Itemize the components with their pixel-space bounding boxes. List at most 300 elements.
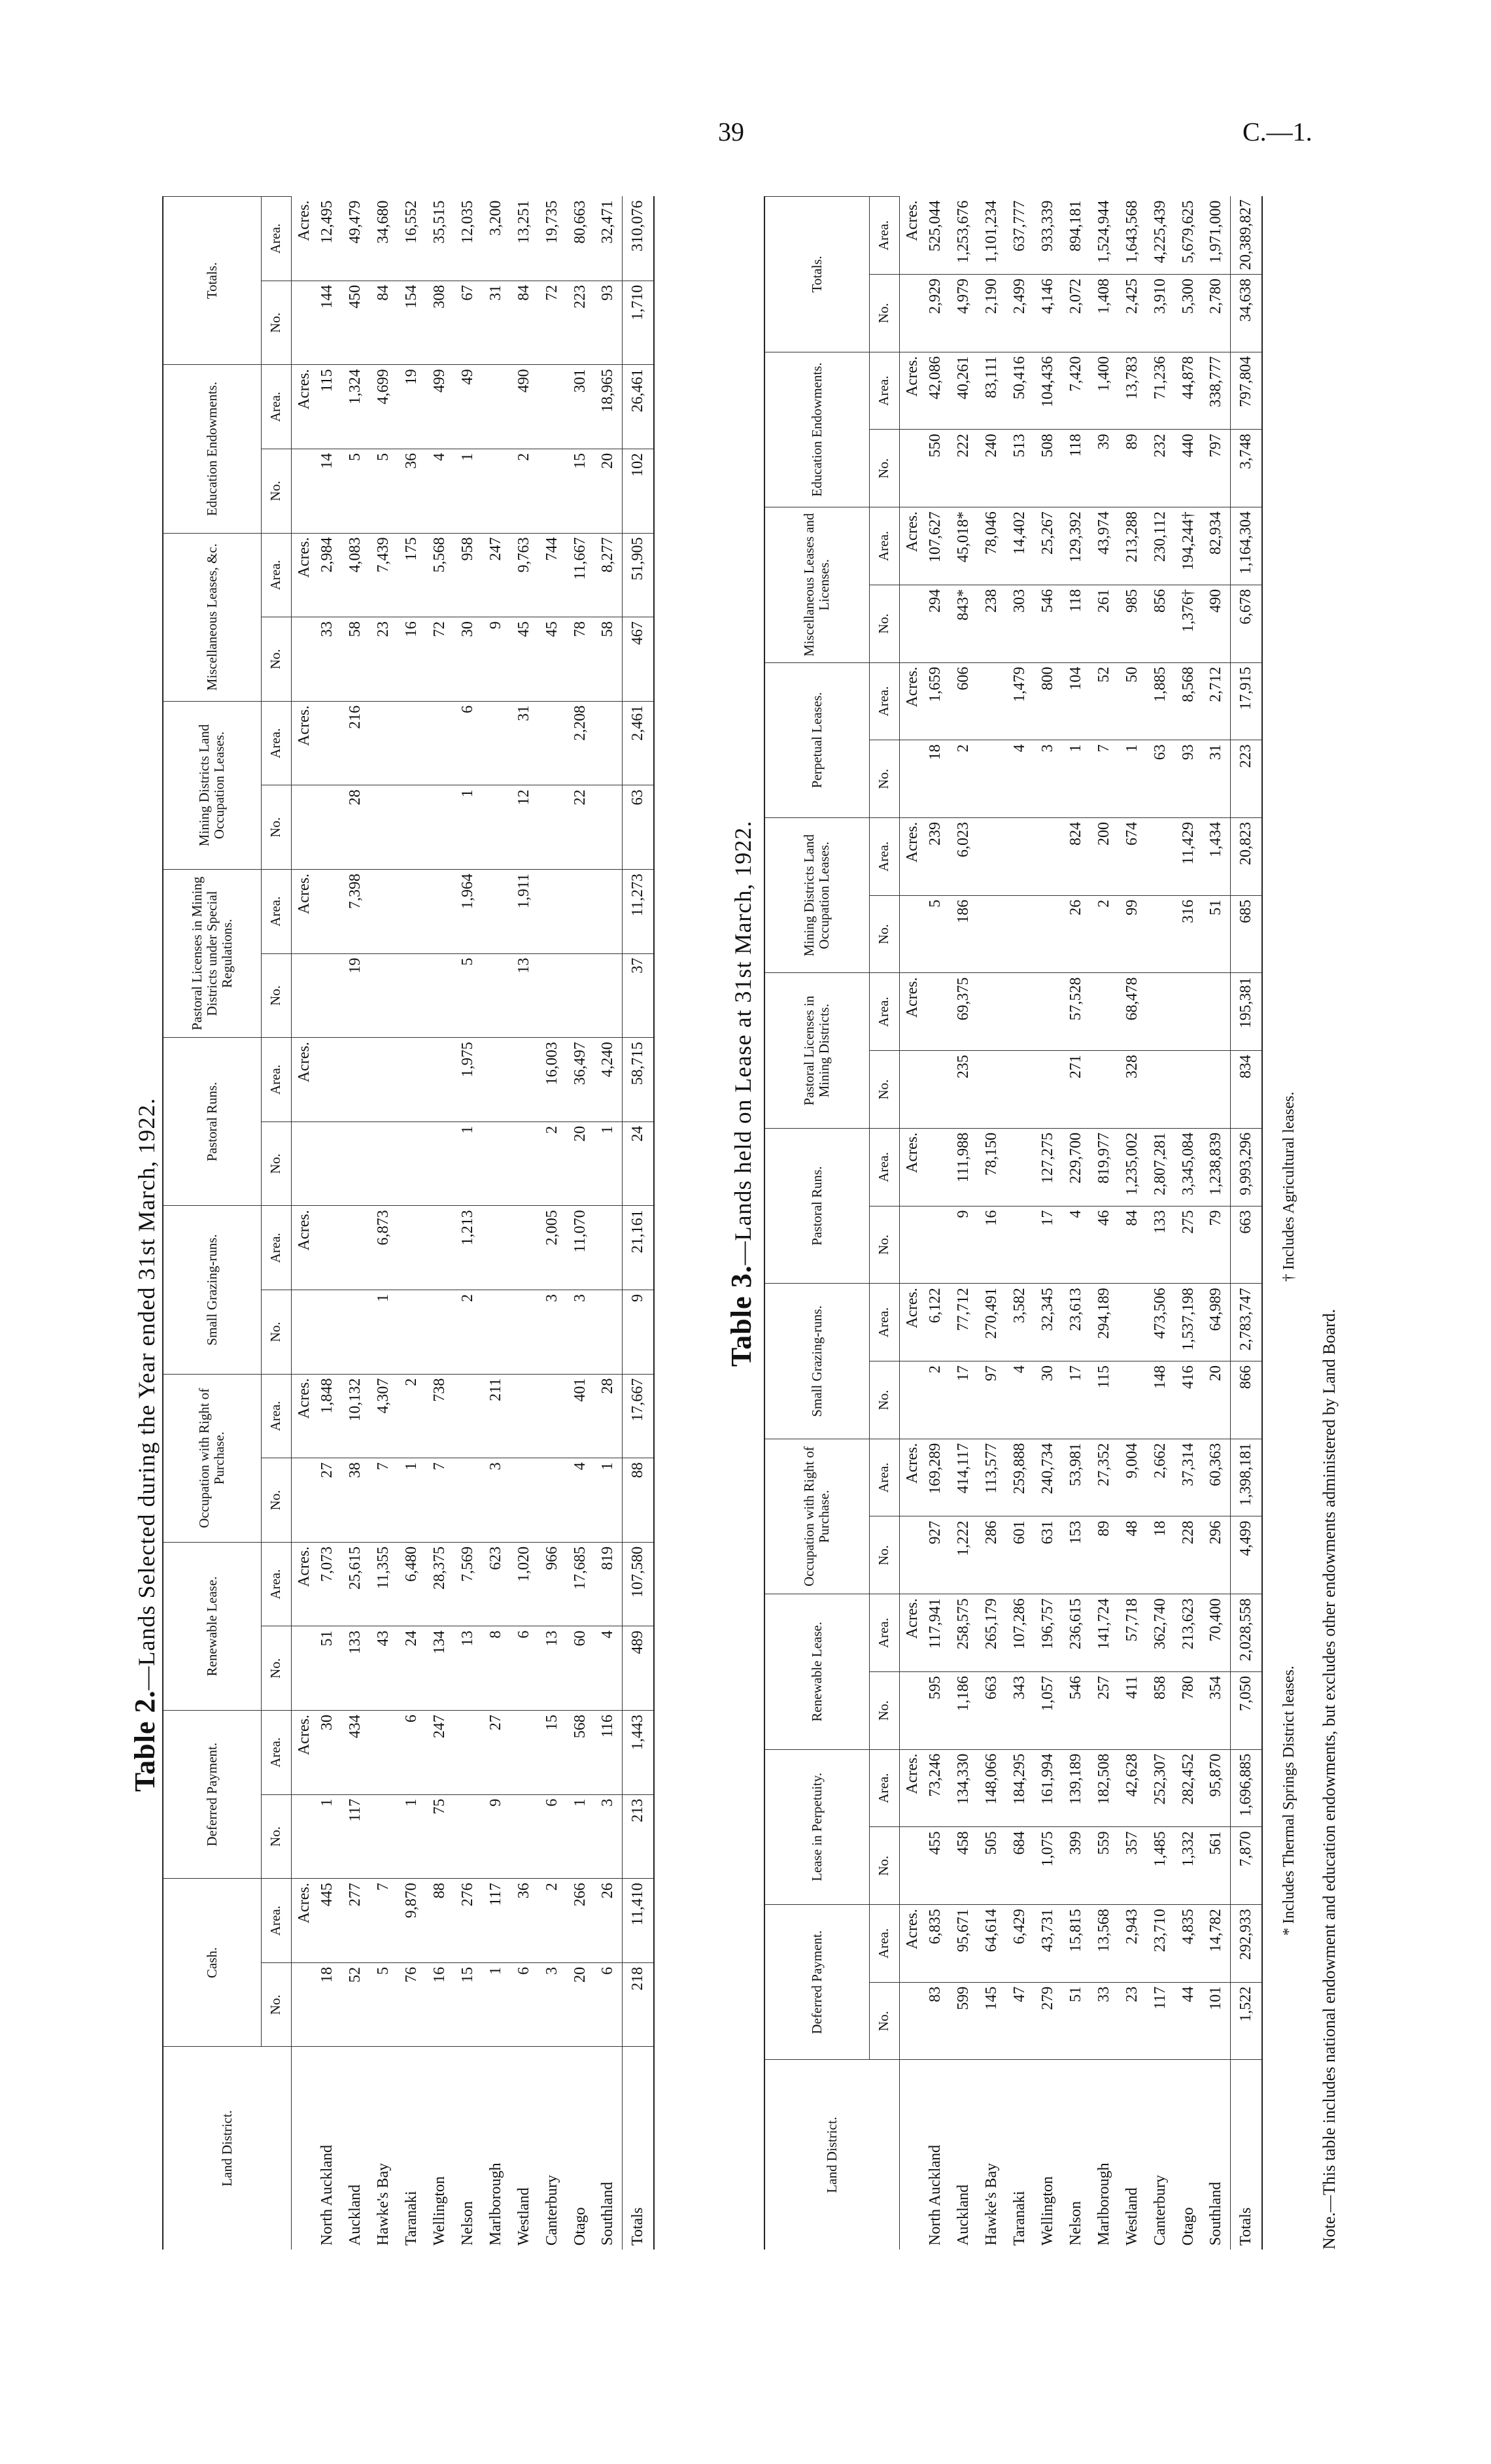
cell: 2,807,281 [1146,1128,1174,1206]
cell: 64,614 [978,1905,1006,1983]
cell: 3 [1034,740,1062,818]
units-spacer [291,1626,313,1711]
cell: 23,710 [1146,1905,1174,1983]
cell: 296 [1203,1516,1231,1594]
cell: 223 [566,281,594,365]
cell: 27 [313,1458,341,1543]
cell: 2 [921,1361,950,1439]
cell: 450 [341,281,369,365]
cell: 239 [921,818,950,896]
district-name: Wellington [1034,2060,1062,2250]
cell: 1,964 [454,869,482,953]
cell: 11,667 [566,533,594,617]
cell: 606 [950,662,978,740]
t2-h-misc: Miscellaneous Leases, &c. [163,533,261,701]
cell: 99 [1118,895,1146,973]
cell: 1 [594,1121,623,1206]
cell: 434 [341,1711,369,1795]
cell: 15 [538,1711,566,1795]
cell: 222 [950,430,978,507]
cell: 499 [426,365,454,449]
cell: 343 [1006,1671,1034,1749]
cell: 601 [1006,1516,1034,1594]
district-name: Wellington [426,2047,454,2250]
cell: 1 [313,1794,341,1879]
cell [1118,1361,1146,1439]
cell: 45 [538,617,566,702]
cell [426,1121,454,1206]
cell [482,1290,510,1375]
units-acres: Acres. [899,1905,921,1983]
cell: 78,046 [978,507,1006,585]
table-row [1118,197,1146,2250]
cell [369,869,398,953]
cell: 88 [426,1879,454,1963]
table2-subheader-area: Area. [261,1879,291,1963]
cell: 455 [921,1827,950,1905]
cell [398,1290,426,1375]
cell: 148,066 [978,1749,1006,1827]
cell: 1 [594,1458,623,1543]
cell: 30 [1034,1361,1062,1439]
cell [1146,973,1174,1051]
cell: 2,780 [1203,274,1231,352]
cell [313,701,341,785]
t2-h-mining: Mining Districts Land Occupation Leases. [163,701,261,869]
cell: 14,402 [1006,507,1034,585]
cell: 663 [1231,1206,1263,1284]
cell: 247 [482,533,510,617]
cell [978,895,1006,973]
cell: 4 [1062,1206,1090,1284]
cell: 4 [594,1626,623,1711]
cell: 513 [1006,430,1034,507]
cell: 1 [1062,740,1090,818]
cell: 316 [1174,895,1203,973]
cell [313,785,341,870]
t2-h-deferred: Deferred Payment. [163,1711,261,1879]
table2-subheader-no: No. [261,1962,291,2047]
table3-subheader-no: No. [869,1051,899,1129]
cell: 97 [978,1361,1006,1439]
cell: 414,117 [950,1439,978,1516]
cell: 68,478 [1118,973,1146,1051]
cell: 20,389,827 [1231,197,1263,275]
cell: 58 [341,617,369,702]
cell: 933,339 [1038,200,1056,252]
cell: 738 [426,1374,454,1458]
cell [369,1038,398,1122]
cell: 1 [369,1290,398,1375]
table-row [1090,197,1118,2250]
cell: 2,461 [623,701,655,785]
cell: 9,870 [398,1879,426,1963]
cell: 308 [426,281,454,365]
cell: 1 [1118,740,1146,818]
units-spacer [291,1121,313,1206]
cell: 2 [1090,895,1118,973]
cell: 40,261 [950,352,978,430]
cell [369,785,398,870]
table-row [426,197,454,2250]
table3-subheader-area: Area. [869,662,899,740]
table3-subheader-area: Area. [869,1128,899,1206]
table3-subheader-no: No. [869,1516,899,1594]
units-acres: Acres. [295,200,313,241]
cell: 44,878 [1174,352,1203,430]
cell [1034,818,1062,896]
cell: 63 [623,785,655,870]
cell: 175 [398,533,426,617]
cell: 57,718 [1118,1594,1146,1672]
units-spacer [899,430,921,507]
cell: 550 [921,430,950,507]
cell: 4,699 [369,365,398,449]
table3-subheader-no: No. [869,274,899,352]
cell: 60,363 [1203,1439,1231,1516]
cell [369,953,398,1038]
table-row [1006,197,1034,2250]
district-name: Canterbury [1146,2060,1174,2250]
cell: 6,678 [1231,585,1263,662]
cell [538,449,566,533]
cell: 89 [1118,430,1146,507]
table3-subheader-area: Area. [869,1284,899,1361]
cell: 47 [1006,1982,1034,2060]
cell: 252,307 [1146,1749,1174,1827]
cell: 1,537,198 [1174,1284,1203,1361]
cell: 1,324 [341,365,369,449]
cell: 11,429 [1174,818,1203,896]
cell: 213 [623,1794,655,1879]
cell: 35,515 [430,200,448,244]
t2-h-cash: Cash. [163,1879,261,2047]
units-spacer [899,2060,921,2250]
table-row [1174,197,1203,2250]
cell: 6,023 [950,818,978,896]
table3-subheader-no: No. [869,740,899,818]
cell: 37,314 [1174,1439,1203,1516]
cell: 399 [1062,1827,1090,1905]
cell: 107,286 [1006,1594,1034,1672]
cell: 19,735 [543,200,560,244]
cell: 265,179 [978,1594,1006,1672]
cell: 31 [1203,740,1231,818]
t3-h-perpetuity: Lease in Perpetuity. [764,1749,869,1904]
cell: 45,018* [950,507,978,585]
cell: 1 [454,785,482,870]
cell: 4 [426,449,454,533]
cell: 36 [398,449,426,533]
cell: 34,680 [374,200,392,244]
cell [594,1290,623,1375]
cell: 7 [426,1458,454,1543]
cell [426,1206,454,1290]
cell: 780 [1174,1671,1203,1749]
cell: 5,568 [426,533,454,617]
cell [1034,1051,1062,1129]
cell: 228 [1174,1516,1203,1594]
table-row [341,197,369,2250]
cell: 6,122 [921,1284,950,1361]
cell: 23,613 [1062,1284,1090,1361]
cell: 52 [1090,662,1118,740]
cell: 50 [1118,662,1146,740]
district-name: Hawke's Bay [978,2060,1006,2250]
cell [1203,973,1231,1051]
units-spacer [899,1671,921,1749]
cell: 416 [1174,1361,1203,1439]
district-name: Canterbury [538,2047,566,2250]
district-name: Nelson [1062,2060,1090,2250]
cell: 1,398,181 [1231,1439,1263,1516]
cell: 71,236 [1146,352,1174,430]
cell: 5 [341,449,369,533]
cell [978,662,1006,740]
cell: 48 [1118,1516,1146,1594]
cell [1034,973,1062,1051]
cell: 118 [1062,430,1090,507]
cell: 83,111 [978,352,1006,430]
cell [538,1458,566,1543]
cell [341,1038,369,1122]
cell: 282,452 [1174,1749,1203,1827]
table3-subheader-no: No. [869,1671,899,1749]
cell: 50,416 [1006,352,1034,430]
cell: 13 [538,1626,566,1711]
cell: 4,835 [1174,1905,1203,1983]
t3-h-misc: Miscellaneous Leases and Licenses. [764,507,869,662]
cell: 38 [341,1458,369,1543]
units-spacer [291,1458,313,1543]
cell: 196,757 [1034,1594,1062,1672]
cell: 1,485 [1146,1827,1174,1905]
cell: 1,400 [1090,352,1118,430]
cell: 77,712 [950,1284,978,1361]
cell [978,973,1006,1051]
cell: 18 [313,1962,341,2047]
table3-subheader-area: Area. [869,1749,899,1827]
cell [1006,895,1034,973]
cell: 279 [1034,1982,1062,2060]
cell: 58,715 [623,1038,655,1122]
totals-row [1231,197,1263,2250]
cell: 4 [1006,1361,1034,1439]
cell: 3 [594,1794,623,1879]
cell: 161,994 [1034,1749,1062,1827]
cell: 182,508 [1090,1749,1118,1827]
cell: 12,035 [458,200,476,244]
cell: 1,479 [1006,662,1034,740]
units-spacer [291,1794,313,1879]
cell [482,1206,510,1290]
cell: 894,181 [1067,200,1084,252]
cell: 134,330 [950,1749,978,1827]
cell: 18 [1146,1516,1174,1594]
cell: 169,289 [921,1439,950,1516]
cell: 1,101,234 [982,200,1000,264]
cell: 261 [1090,585,1118,662]
cell: 1,643,568 [1123,200,1140,264]
cell: 6 [510,1962,538,2047]
units-acres: Acres. [899,818,921,896]
cell [482,953,510,1038]
cell: 684 [1006,1827,1034,1905]
cell: 17,915 [1231,662,1263,740]
cell [426,701,454,785]
table-row [1034,197,1062,2250]
cell: 819 [594,1542,623,1626]
cell [369,1121,398,1206]
cell: 5 [454,953,482,1038]
t2-h-education: Education Endowments. [163,365,261,533]
cell: 16 [426,1962,454,2047]
cell: 20 [566,1121,594,1206]
cell: 6 [454,701,482,785]
district-name: Auckland [341,2047,369,2250]
cell: 6,429 [1006,1905,1034,1983]
table2-subheader-no: No. [261,281,291,365]
cell: 26 [594,1879,623,1963]
cell: 115 [313,365,341,449]
cell: 44 [1174,1982,1203,2060]
cell: 25,615 [341,1542,369,1626]
cell: 8 [482,1626,510,1711]
cell: 286 [978,1516,1006,1594]
cell: 6 [510,1626,538,1711]
cell: 24 [398,1626,426,1711]
cell: 294 [921,585,950,662]
t3-h-totals: Totals. [764,197,869,352]
cell: 46 [1090,1206,1118,1284]
cell: 17 [1062,1361,1090,1439]
cell: 2,984 [313,533,341,617]
cell: 7 [369,1879,398,1963]
table3-subheader-area: Area. [869,507,899,585]
cell: 118 [1062,585,1090,662]
cell: 445 [313,1879,341,1963]
cell: 107,627 [921,507,950,585]
cell [1006,1128,1034,1206]
cell: 84 [369,281,398,365]
cell [538,701,566,785]
cell: 2,499 [1006,274,1034,352]
cell: 8,568 [1174,662,1203,740]
t2-h-totals: Totals. [163,197,261,365]
cell: 129,392 [1062,507,1090,585]
cell: 79 [1203,1206,1231,1284]
cell: 1,975 [454,1038,482,1122]
district-name: Nelson [454,2047,482,2250]
table2-subheader-no: No. [261,1626,291,1711]
cell [482,1121,510,1206]
cell [594,701,623,785]
cell: 236,615 [1062,1594,1090,1672]
cell: 843* [950,585,978,662]
cell: 2 [454,1290,482,1375]
cell: 294,189 [1090,1284,1118,1361]
cell: 824 [1062,818,1090,896]
cell: 6 [398,1711,426,1795]
cell: 623 [482,1542,510,1626]
table2-subheader-no: No. [261,1794,291,1879]
cell: 75 [426,1794,454,1879]
cell: 13,568 [1090,1905,1118,1983]
cell: 546 [1062,1671,1090,1749]
units-spacer [899,585,921,662]
cell: 440 [1174,430,1203,507]
cell: 637,777 [1010,200,1028,252]
cell: 4 [1006,740,1034,818]
cell [1090,973,1118,1051]
cell: 2 [538,1879,566,1963]
cell: 1 [482,1962,510,2047]
units-acres: Acres. [291,1206,313,1290]
cell: 834 [1231,1051,1263,1129]
cell: 195,381 [1231,973,1263,1051]
cell [510,1290,538,1375]
units-spacer [291,281,313,365]
cell: 2,929 [921,274,950,352]
cell: 78 [566,617,594,702]
cell: 104,436 [1034,352,1062,430]
cell: 230,112 [1146,507,1174,585]
table-row [538,197,566,2250]
units-spacer [899,1982,921,2060]
units-spacer [899,740,921,818]
cell: 51,905 [623,533,655,617]
cell [369,701,398,785]
cell: 14,782 [1203,1905,1231,1983]
cell: 17 [1034,1206,1062,1284]
cell: 64,989 [1203,1284,1231,1361]
cell: 184,295 [1006,1749,1034,1827]
cell: 338,777 [1203,352,1231,430]
cell: 259,888 [1006,1439,1034,1516]
cell [978,740,1006,818]
units-spacer [899,895,921,973]
units-spacer [291,785,313,870]
cell: 525,044 [926,200,944,252]
cell [510,1458,538,1543]
table3-subheader-no: No. [869,585,899,662]
table2-subheader-area: Area. [261,869,291,953]
cell: 13 [510,953,538,1038]
cell: 1 [454,1121,482,1206]
table-row [1203,197,1231,2250]
cell: 43,731 [1034,1905,1062,1983]
cell: 4,225,439 [1151,200,1169,264]
t2-h-renewable: Renewable Lease. [163,1542,261,1710]
cell: 8,277 [594,533,623,617]
cell: 3 [566,1290,594,1375]
cell: 32,471 [599,200,617,244]
cell [538,1374,566,1458]
cell [398,1206,426,1290]
cell: 9,763 [510,533,538,617]
cell: 7,073 [313,1542,341,1626]
cell: 1,235,002 [1118,1128,1146,1206]
cell: 5 [369,449,398,533]
cell: 489 [623,1626,655,1711]
units-spacer [291,449,313,533]
table3-subheader-area: Area. [869,973,899,1051]
district-name: Otago [1174,2060,1203,2250]
cell: 1,524,944 [1095,200,1112,264]
cell: 546 [1034,585,1062,662]
district-name: Hawke's Bay [369,2047,398,2250]
cell: 30 [454,617,482,702]
